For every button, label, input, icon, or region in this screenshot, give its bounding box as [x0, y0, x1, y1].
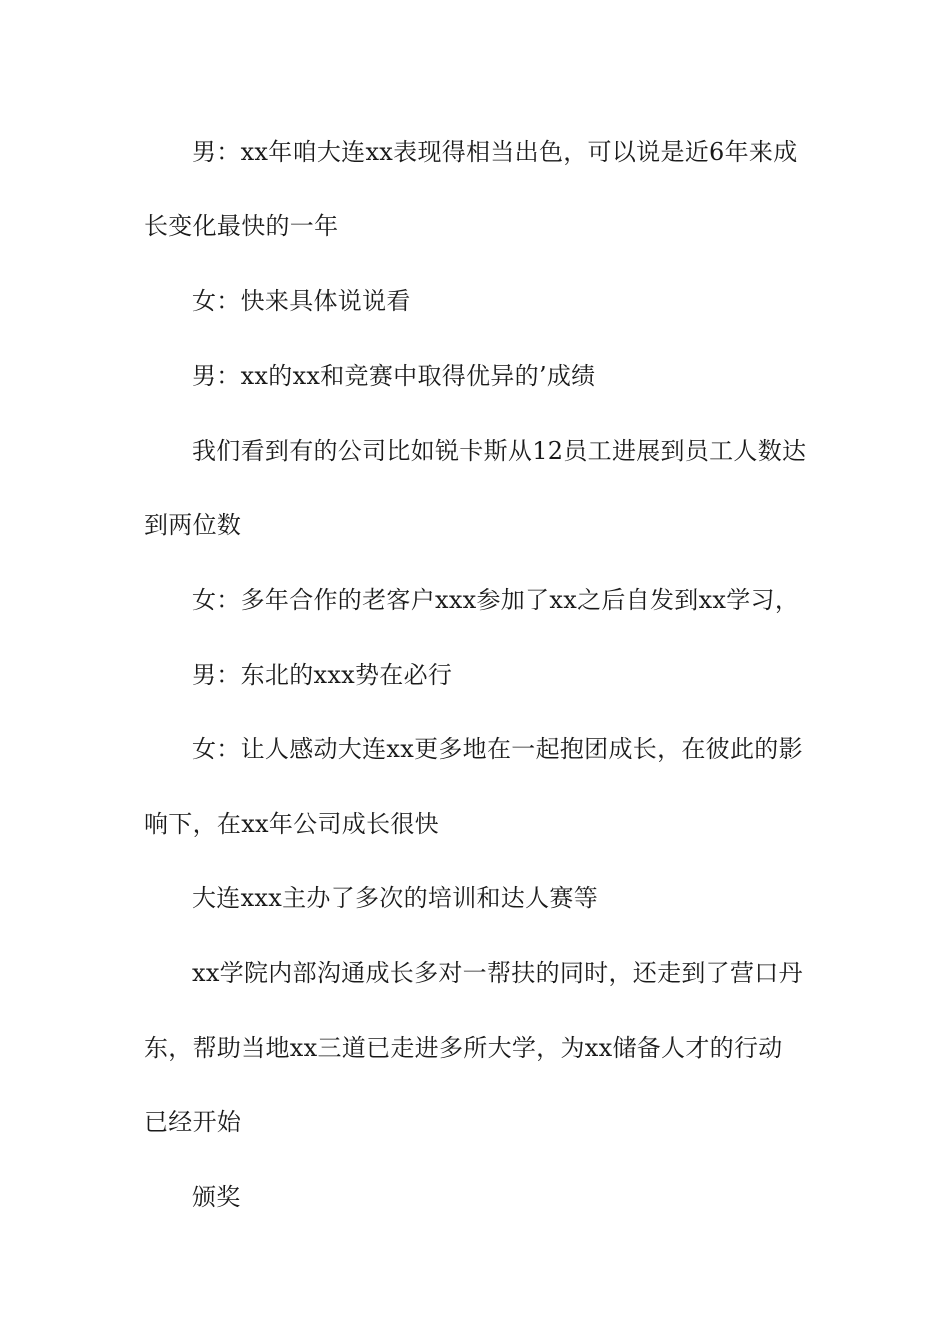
paragraph-line: 长变化最快的一年 — [144, 212, 339, 240]
paragraph-line: xx学院内部沟通成长多对一帮扶的同时，还走到了营口丹 — [192, 959, 803, 987]
paragraph-line: 东，帮助当地xx三道已走进多所大学，为xx储备人才的行动 — [144, 1034, 783, 1062]
paragraph-line: 男：东北的xxx势在必行 — [192, 661, 453, 689]
paragraph-line: 我们看到有的公司比如锐卡斯从12员工进展到员工人数达 — [192, 437, 807, 465]
paragraph-line: 到两位数 — [144, 511, 242, 539]
paragraph-line: 女：让人感动大连xx更多地在一起抱团成长，在彼此的影 — [192, 735, 803, 763]
paragraph-line: 男：xx的xx和竞赛中取得优异的’成绩 — [192, 362, 596, 390]
paragraph-line: 男：xx年咱大连xx表现得相当出色，可以说是近6年来成 — [192, 138, 798, 166]
paragraph-line: 女：快来具体说说看 — [192, 287, 411, 315]
paragraph-line: 响下，在xx年公司成长很快 — [144, 810, 439, 838]
paragraph-line: 颁奖 — [192, 1183, 241, 1211]
paragraph-line: 已经开始 — [144, 1108, 242, 1136]
paragraph-line: 女：多年合作的老客户xxx参加了xx之后自发到xx学习， — [192, 586, 800, 614]
paragraph-line: 大连xxx主办了多次的培训和达人赛等 — [192, 884, 599, 912]
